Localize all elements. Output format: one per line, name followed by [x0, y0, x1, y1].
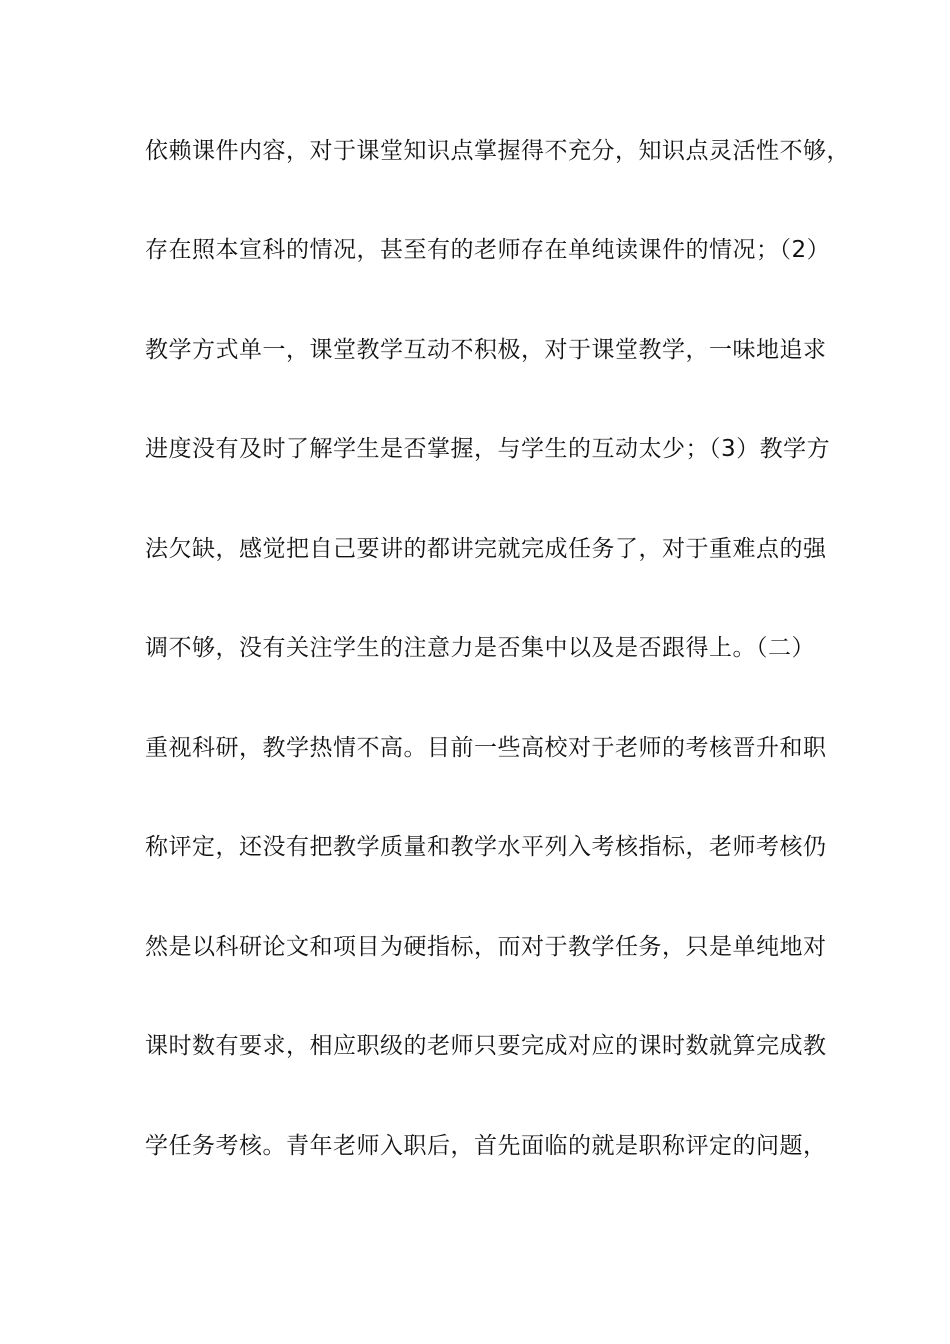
- paragraph-line-8: 称评定，还没有把教学质量和教学水平列入考核指标，老师考核仍: [145, 834, 827, 860]
- paragraph-line-1: 依赖课件内容，对于课堂知识点掌握得不充分，知识点灵活性不够，: [145, 138, 850, 164]
- paragraph-line-6: 调不够，没有关注学生的注意力是否集中以及是否跟得上。（二）: [145, 635, 815, 661]
- paragraph-line-2: 存在照本宣科的情况，甚至有的老师存在单纯读课件的情况；（2）: [145, 237, 831, 263]
- paragraph-line-10: 课时数有要求，相应职级的老师只要完成对应的课时数就算完成教: [145, 1033, 827, 1059]
- paragraph-line-7: 重视科研，教学热情不高。目前一些高校对于老师的考核晋升和职: [145, 735, 827, 761]
- paragraph-line-5: 法欠缺，感觉把自己要讲的都讲完就完成任务了，对于重难点的强: [145, 536, 827, 562]
- paragraph-line-9: 然是以科研论文和项目为硬指标，而对于教学任务，只是单纯地对: [145, 934, 827, 960]
- paragraph-line-3: 教学方式单一，课堂教学互动不积极，对于课堂教学，一味地追求: [145, 337, 827, 363]
- paragraph-line-4: 进度没有及时了解学生是否掌握，与学生的互动太少；（3）教学方: [145, 436, 831, 462]
- paragraph-line-11: 学任务考核。青年老师入职后，首先面临的就是职称评定的问题，: [145, 1133, 827, 1159]
